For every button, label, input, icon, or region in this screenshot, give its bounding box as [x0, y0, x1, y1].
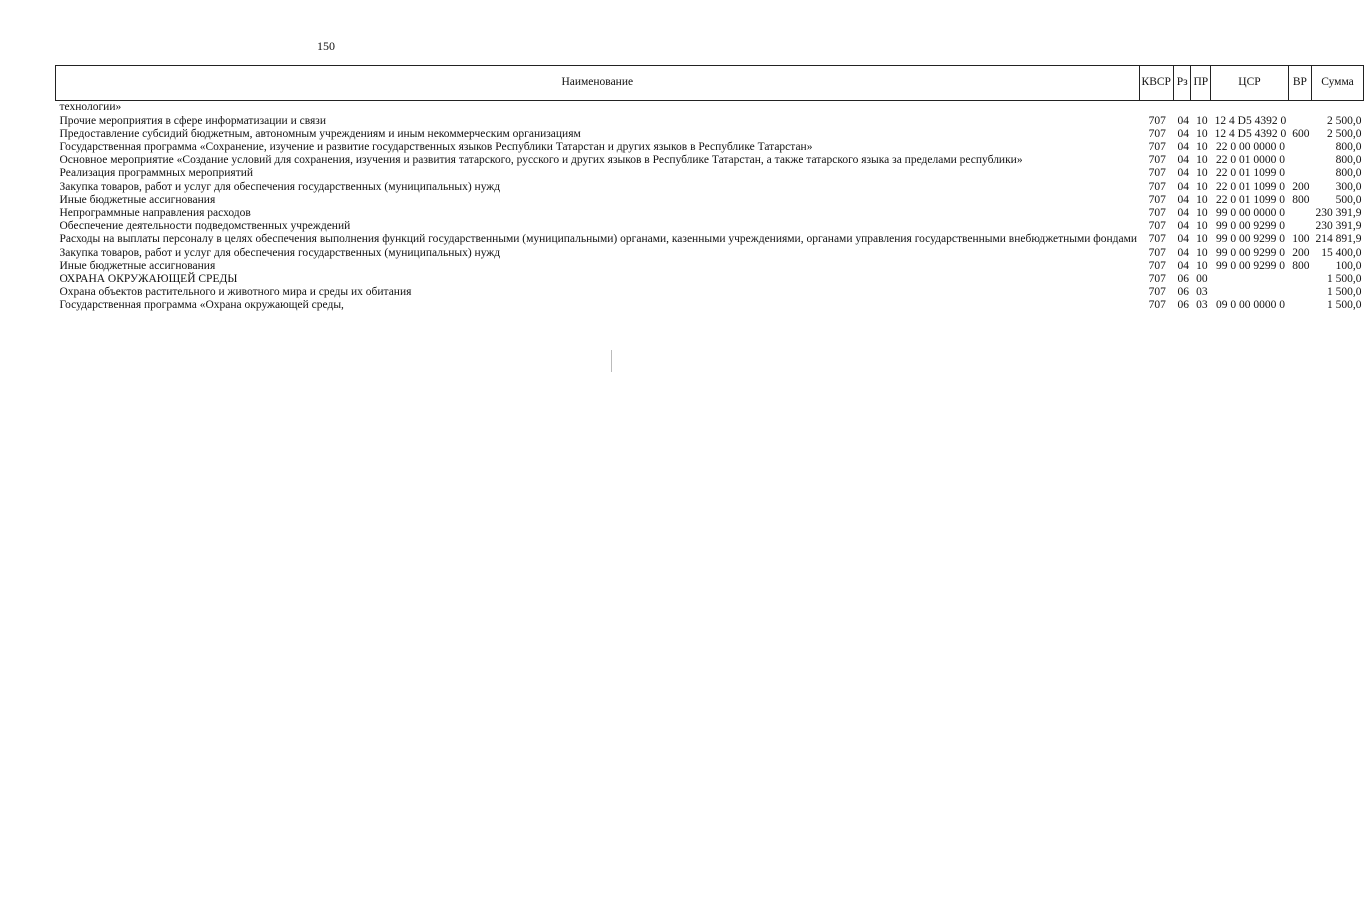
- table-row: [56, 233, 1364, 246]
- cell-pr: 10: [1196, 154, 1208, 167]
- cell-kvsr: 707: [1148, 246, 1166, 259]
- cell-name: Непрограммные направления расходов: [59, 206, 251, 219]
- cell-rz: 04: [1177, 233, 1189, 246]
- cell-name: ОХРАНА ОКРУЖАЮЩЕЙ СРЕДЫ: [59, 272, 238, 285]
- cell-kvsr: 707: [1148, 180, 1166, 193]
- cell-sum: 1 500,0: [1326, 272, 1362, 285]
- cell-csr: 99 0 00 0000 0: [1215, 206, 1285, 219]
- cell-sum: 15 400,0: [1321, 246, 1362, 259]
- column-header-pr: ПР: [1191, 66, 1211, 101]
- cell-vr: 800: [1292, 259, 1310, 272]
- cell-pr: 10: [1196, 140, 1208, 153]
- table-row: [56, 181, 1364, 194]
- cell-csr: 22 0 01 1099 0: [1215, 167, 1285, 180]
- table-row: [56, 273, 1364, 286]
- cell-rz: 04: [1177, 220, 1189, 233]
- cell-sum: 800,0: [1335, 154, 1362, 167]
- continuation-text: технологии»: [59, 101, 122, 113]
- cell-rz: 06: [1177, 299, 1189, 312]
- column-header-sum: Сумма: [1311, 66, 1363, 101]
- cell-pr: 10: [1196, 233, 1208, 246]
- cell-kvsr: 707: [1148, 272, 1166, 285]
- cell-kvsr: 707: [1148, 299, 1166, 312]
- column-header-vr: ВР: [1288, 66, 1311, 101]
- table-row: [56, 220, 1364, 233]
- cell-csr: 12 4 D5 4392 0: [1214, 114, 1287, 127]
- cell-csr: 99 0 00 9299 0: [1215, 259, 1285, 272]
- cell-pr: 03: [1196, 286, 1208, 299]
- cell-vr: 600: [1292, 127, 1310, 140]
- cell-vr: 800: [1292, 193, 1310, 206]
- table-row: [56, 299, 1364, 312]
- cell-rz: 04: [1177, 246, 1189, 259]
- column-header-rz: Рз: [1173, 66, 1191, 101]
- table-row: [56, 128, 1364, 141]
- cell-csr: [1211, 286, 1289, 299]
- cell-rz: 04: [1177, 140, 1189, 153]
- cell-name: Государственная программа «Охрана окружающей среды,: [59, 299, 344, 312]
- table-row: [56, 141, 1364, 154]
- cell-vr: 200: [1292, 180, 1310, 193]
- cell-csr: 99 0 00 9299 0: [1215, 246, 1285, 259]
- table-row: [56, 154, 1364, 167]
- header-row: [56, 66, 1364, 101]
- cell-kvsr: 707: [1148, 286, 1166, 299]
- cell-pr: 10: [1196, 206, 1208, 219]
- cell-pr: 03: [1196, 299, 1208, 312]
- cell-name: Расходы на выплаты персоналу в целях обеспечения выполнения функций государственными (муниципальными) органами, казенными учреждениями, органами управления государственными внебюджетными фондами: [59, 233, 1138, 246]
- cell-sum: 500,0: [1335, 193, 1362, 206]
- cell-vr: [1288, 273, 1311, 286]
- cell-kvsr: 707: [1148, 193, 1166, 206]
- table-row: [56, 194, 1364, 207]
- cell-kvsr: 707: [1148, 259, 1166, 272]
- cell-name: Иные бюджетные ассигнования: [59, 193, 216, 206]
- cell-csr: 22 0 00 0000 0: [1215, 140, 1285, 153]
- cell-vr: [1288, 154, 1311, 167]
- cell-pr: 10: [1196, 167, 1208, 180]
- cell-kvsr: 707: [1148, 233, 1166, 246]
- margin-mark: [611, 350, 612, 372]
- cell-pr: 10: [1196, 180, 1208, 193]
- column-header-name: Наименование: [56, 66, 1140, 101]
- table-row: [56, 207, 1364, 220]
- cell-pr: 00: [1196, 272, 1208, 285]
- cell-name: Закупка товаров, работ и услуг для обеспечения государственных (муниципальных) нужд: [59, 180, 501, 193]
- cell-pr: 10: [1196, 127, 1208, 140]
- cell-csr: 99 0 00 9299 0: [1215, 233, 1285, 246]
- cell-csr: [1211, 273, 1289, 286]
- cell-name: Охрана объектов растительного и животного мира и среды их обитания: [59, 286, 412, 299]
- cell-sum: 1 500,0: [1326, 286, 1362, 299]
- cell-name: Государственная программа «Сохранение, изучение и развитие государственных языков Республики Татарстан и других языков в Республике Татарстан»: [59, 140, 813, 153]
- cell-vr: 100: [1292, 233, 1310, 246]
- column-header-kvsr: КВСР: [1139, 66, 1173, 101]
- cell-name: Обеспечение деятельности подведомственных учреждений: [59, 220, 351, 233]
- cell-vr: [1288, 207, 1311, 220]
- cell-sum: 1 500,0: [1326, 299, 1362, 312]
- cell-name: Иные бюджетные ассигнования: [59, 259, 216, 272]
- cell-rz: 04: [1177, 206, 1189, 219]
- cell-kvsr: 707: [1148, 114, 1166, 127]
- cell-kvsr: 707: [1148, 167, 1166, 180]
- cell-rz: 04: [1177, 193, 1189, 206]
- cell-sum: 230 391,9: [1315, 220, 1362, 233]
- continuation-row: [56, 101, 1364, 115]
- cell-sum: 300,0: [1335, 180, 1362, 193]
- cell-pr: 10: [1196, 114, 1208, 127]
- cell-csr: 22 0 01 1099 0: [1215, 180, 1285, 193]
- cell-kvsr: 707: [1148, 154, 1166, 167]
- cell-vr: [1288, 220, 1311, 233]
- cell-pr: 10: [1196, 246, 1208, 259]
- cell-name: Основное мероприятие «Создание условий для сохранения, изучения и развития татарского, русского и других языков в Республике Татарстан, а также татарского языка за пределами республики»: [59, 154, 1023, 167]
- cell-name: Прочие мероприятия в сфере информатизации и связи: [59, 114, 326, 127]
- cell-name: Закупка товаров, работ и услуг для обеспечения государственных (муниципальных) нужд: [59, 246, 501, 259]
- cell-vr: [1288, 286, 1311, 299]
- cell-rz: 04: [1177, 127, 1189, 140]
- cell-kvsr: 707: [1148, 140, 1166, 153]
- cell-csr: 12 4 D5 4392 0: [1214, 127, 1287, 140]
- cell-pr: 10: [1196, 193, 1208, 206]
- cell-csr: 99 0 00 9299 0: [1215, 220, 1285, 233]
- cell-sum: 800,0: [1335, 167, 1362, 180]
- cell-csr: 22 0 01 1099 0: [1215, 193, 1285, 206]
- table-row: [56, 115, 1364, 128]
- cell-kvsr: 707: [1148, 206, 1166, 219]
- cell-sum: 800,0: [1335, 140, 1362, 153]
- cell-rz: 06: [1177, 272, 1189, 285]
- cell-vr: [1288, 167, 1311, 180]
- cell-sum: 2 500,0: [1326, 127, 1362, 140]
- cell-rz: 04: [1177, 154, 1189, 167]
- cell-vr: [1288, 115, 1311, 128]
- cell-sum: 214 891,9: [1315, 233, 1362, 246]
- cell-pr: 10: [1196, 220, 1208, 233]
- cell-vr: 200: [1292, 246, 1310, 259]
- cell-csr: 09 0 00 0000 0: [1215, 299, 1285, 312]
- table-row: [56, 260, 1364, 273]
- cell-rz: 04: [1177, 167, 1189, 180]
- budget-table: [55, 65, 1364, 313]
- cell-csr: 22 0 01 0000 0: [1215, 154, 1285, 167]
- cell-rz: 06: [1177, 286, 1189, 299]
- table-row: [56, 167, 1364, 180]
- table-row: [56, 247, 1364, 260]
- cell-name: Реализация программных мероприятий: [59, 167, 254, 180]
- cell-vr: [1288, 141, 1311, 154]
- table-row: [56, 286, 1364, 299]
- cell-name: Предоставление субсидий бюджетным, автономным учреждениям и иным некоммерческим организациям: [59, 127, 581, 140]
- cell-pr: 10: [1196, 259, 1208, 272]
- cell-rz: 04: [1177, 259, 1189, 272]
- cell-sum: 230 391,9: [1315, 206, 1362, 219]
- cell-kvsr: 707: [1148, 220, 1166, 233]
- cell-sum: 100,0: [1335, 259, 1362, 272]
- cell-sum: 2 500,0: [1326, 114, 1362, 127]
- cell-rz: 04: [1177, 180, 1189, 193]
- cell-kvsr: 707: [1148, 127, 1166, 140]
- cell-vr: [1288, 299, 1311, 312]
- cell-rz: 04: [1177, 114, 1189, 127]
- page-number: 150: [317, 39, 335, 53]
- column-header-csr: ЦСР: [1211, 66, 1289, 101]
